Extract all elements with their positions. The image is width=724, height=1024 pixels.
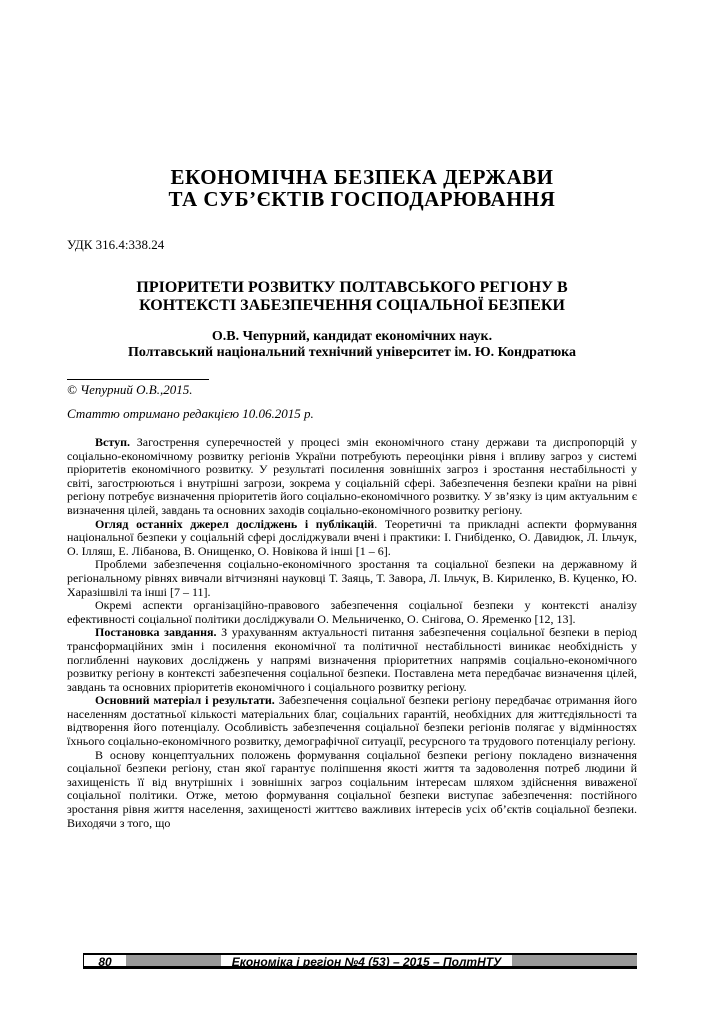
paragraph-main-material [67,694,637,748]
section-title-line2: ТА СУБ’ЄКТІВ ГОСПОДАРЮВАННЯ [168,187,556,211]
footer-gray-bar-left [126,955,221,966]
paragraph-lead: Вступ. [95,435,130,449]
article-title-line2: КОНТЕКСТІ ЗАБЕЗПЕЧЕННЯ СОЦІАЛЬНОЇ БЕЗПЕКИ [139,297,565,314]
paragraph-text: Загострення суперечностей у процесі змін економічного стану держави та диспропорцій у соціально-економічному розвитку регіонів України потребують переоцінки рівня і впливу загроз у системі пріоритетів економічного розвитку. У результаті посилення зовнішніх загроз і зростання нестабільності у світі, загострюються і внутрішні загрози, зокрема у соціальній сфері. Забезпечення безпеки країни на рівні регіону потребує визначення пріоритетів його соціально-економічного розвитку. У зв’язку із цим актуальним є визначення цілей, завдань та основних заходів соціально-економічного розвитку регіону. [67,435,637,517]
footnote-block [67,379,637,397]
footnote-rule [67,379,209,380]
paragraph-task-statement [67,626,637,694]
paragraph-aspects [67,599,637,626]
paragraph-text: З урахуванням актуальності питання забезпечення соціальної безпеки в період трансформаційних змін і посилення економічної та політичної нестабільності виникає необхідність у поглибленні наукових досліджень у напрямі визначення пріоритетних напрямів соціально-економічного розвитку регіону в контексті забезпечення соціальної безпеки. Поставлена мета передбачає визначення цілей, завдань та основних пріоритетів економічного і соціального розвитку регіону. [67,625,637,694]
footer-gray-bar-right [512,955,637,966]
paragraph-intro [67,436,637,518]
paragraph-lead: Основний матеріал і результати. [95,693,275,708]
paragraph-sources-review [67,518,637,559]
paragraph-lead: Постановка завдання. [95,625,217,640]
paragraph-text: Забезпечення соціальної безпеки регіону передбачає отримання його населенням достатньої кількості матеріальних благ, соціальних гарантій, необхідних для життєдіяльності та відтворення його потенціалу. Особливість забезпечення соціальної безпеки регіонів полягає у відмінностях їхнього соціально-економічного розвитку, демографічної ситуації, ресурсного та трудового потенціалу регіону. [67,693,637,749]
article-body [67,436,637,830]
section-title-line1: ЕКОНОМІЧНА БЕЗПЕКА ДЕРЖАВИ [170,165,554,189]
copyright-note: © Чепурний О.В.,2015. [67,382,193,397]
page-footer [83,953,637,969]
paragraph-problems [67,558,637,599]
article-title [67,279,637,315]
paragraph-text: Окремі аспекти організаційно-правового забезпечення соціальної безпеки у контексті аналізу ефективності соціальної політики досліджували О. Мельниченко, О. Снігова, О. Яременко [12, 13]. [67,598,637,626]
affiliation-line: Полтавський національний технічний університет ім. Ю. Кондратюка [127,345,577,360]
paragraph-text: . Теоретичні та прикладні аспекти формування національної безпеки у соціальній сфері досліджували вчені і практики: І. Гнибіденко, О. Давидюк, Л. Ільчук, О. Ілляш, Е. Лібанова, В. Онищенко, О. Новікова й інші [1 – 6]. [67,516,637,558]
paragraph-text: В основу концептуальних положень формування соціальної безпеки регіону покладено визначення соціальної безпеки регіону, стан якої гарантує поліпшення якості життя та задоволення потреб людини й захищеність її від внутрішніх і зовнішніх загроз соціальним інтересам шляхом здійснення виваженої соціальної політики. Отже, метою формування соціальної безпеки виступає забезпечення: постійного зростання рівня життя населення, захищеності життєво важливих інтересів усіх об’єктів соціальної безпеки. Виходячи з того, що [67,747,637,830]
paragraph-text: Проблеми забезпечення соціально-економічного зростання та соціальної безпеки на державному й регіональному рівнях вивчали вітчизняні науковці Т. Заяць, Т. Завора, Л. Ільчук, В. Кириленко, В. Куценко, Ю. Харазішвілі та інші [7 – 11]. [67,557,637,599]
journal-title: Економіка і регіон №4 (53) – 2015 – ПолтНТУ [221,955,512,966]
received-date-note: Статтю отримано редакцією 10.06.2015 р. [67,406,314,421]
page-number: 80 [84,955,126,966]
udc-code: УДК 316.4:338.24 [67,237,165,252]
author-line: О.В. Чепурний, кандидат економічних наук. [211,329,493,344]
paragraph-lead: Огляд останніх джерел досліджень і публікацій [95,516,375,531]
article-title-line1: ПРІОРИТЕТИ РОЗВИТКУ ПОЛТАВСЬКОГО РЕГІОНУ В [136,279,568,296]
section-title [0,166,724,210]
paragraph-conceptual [67,749,637,831]
